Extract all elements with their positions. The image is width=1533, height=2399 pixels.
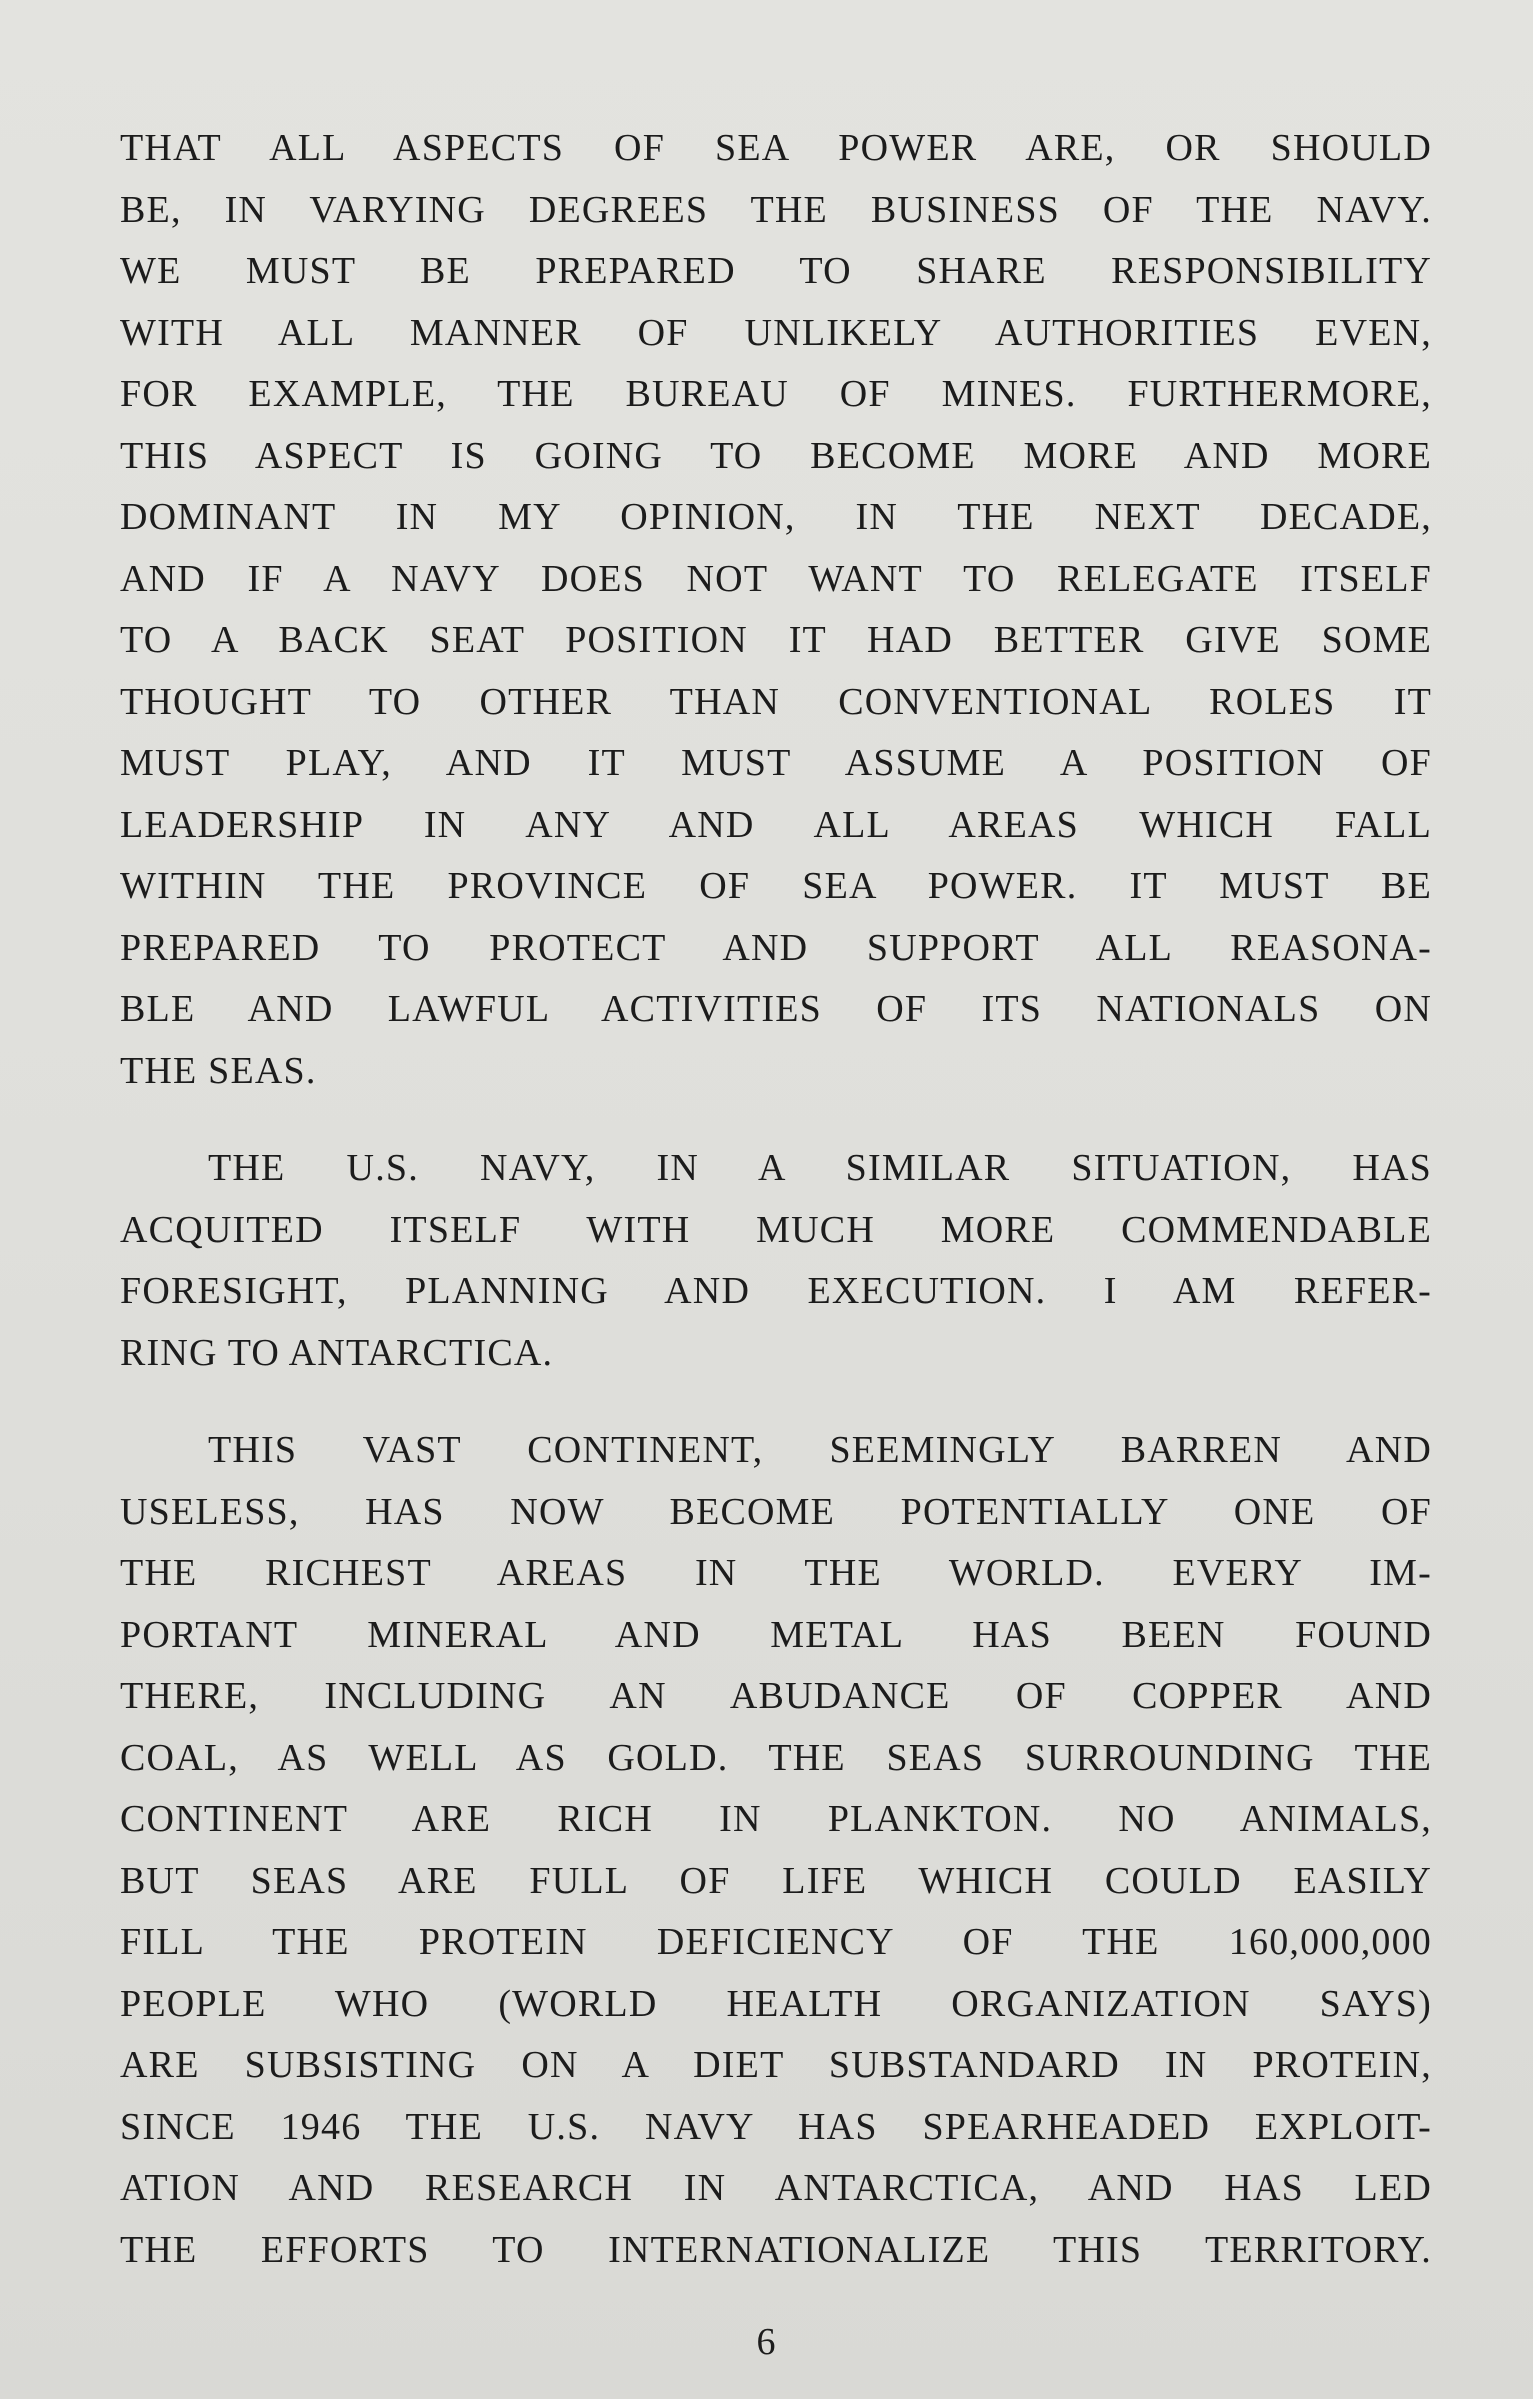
text-line: THE RICHEST AREAS IN THE WORLD. EVERY IM- bbox=[120, 1552, 1432, 1594]
text-line: CONTINENT ARE RICH IN PLANKTON. NO ANIMALS, bbox=[120, 1798, 1432, 1840]
text-line: COAL, AS WELL AS GOLD. THE SEAS SURROUNDING THE bbox=[120, 1736, 1432, 1779]
text-line: BLE AND LAWFUL ACTIVITIES OF ITS NATIONALS ON bbox=[120, 988, 1432, 1030]
text-line: RING TO ANTARCTICA. bbox=[120, 1331, 554, 1374]
text-line: PORTANT MINERAL AND METAL HAS BEEN FOUND bbox=[120, 1613, 1432, 1656]
text-line: AND IF A NAVY DOES NOT WANT TO RELEGATE ITSELF bbox=[120, 557, 1432, 600]
page-number: 6 bbox=[756, 2321, 777, 2363]
text-line: PEOPLE WHO (WORLD HEALTH ORGANIZATION SAYS) bbox=[120, 1982, 1432, 2025]
paragraph-gap bbox=[120, 1102, 1432, 1138]
text-line: THOUGHT TO OTHER THAN CONVENTIONAL ROLES IT bbox=[120, 680, 1432, 723]
text-line: LEADERSHIP IN ANY AND ALL AREAS WHICH FALL bbox=[120, 803, 1432, 846]
text-line: WE MUST BE PREPARED TO SHARE RESPONSIBILITY bbox=[120, 250, 1432, 292]
text-line: USELESS, HAS NOW BECOME POTENTIALLY ONE OF bbox=[120, 1490, 1432, 1533]
text-line: THERE, INCLUDING AN ABUDANCE OF COPPER AND bbox=[120, 1675, 1432, 1717]
text-line: PREPARED TO PROTECT AND SUPPORT ALL REASONA- bbox=[120, 926, 1432, 969]
text-line: WITHIN THE PROVINCE OF SEA POWER. IT MUST BE bbox=[120, 865, 1432, 907]
text-line: ARE SUBSISTING ON A DIET SUBSTANDARD IN PROTEIN, bbox=[120, 2044, 1432, 2086]
text-line: THIS ASPECT IS GOING TO BECOME MORE AND MORE bbox=[120, 434, 1432, 477]
text-line: WITH ALL MANNER OF UNLIKELY AUTHORITIES EVEN, bbox=[120, 311, 1432, 354]
text-line: THE U.S. NAVY, IN A SIMILAR SITUATION, HAS bbox=[208, 1147, 1432, 1189]
text-line: FILL THE PROTEIN DEFICIENCY OF THE 160,000,000 bbox=[120, 1921, 1432, 1963]
text-line: BE, IN VARYING DEGREES THE BUSINESS OF THE NAVY. bbox=[120, 188, 1432, 231]
text-line: DOMINANT IN MY OPINION, IN THE NEXT DECADE, bbox=[120, 496, 1432, 538]
text-line: TO A BACK SEAT POSITION IT HAD BETTER GIVE SOME bbox=[120, 619, 1432, 661]
text-line: ATION AND RESEARCH IN ANTARCTICA, AND HAS LED bbox=[120, 2167, 1432, 2209]
body-text bbox=[120, 118, 1432, 2281]
text-line: ACQUITED ITSELF WITH MUCH MORE COMMENDABLE bbox=[120, 1208, 1432, 1251]
text-line: THIS VAST CONTINENT, SEEMINGLY BARREN AND bbox=[208, 1429, 1432, 1471]
text-line: THE SEAS. bbox=[120, 1049, 317, 1092]
text-line: SINCE 1946 THE U.S. NAVY HAS SPEARHEADED EXPLOIT- bbox=[120, 2105, 1432, 2148]
text-line: THE EFFORTS TO INTERNATIONALIZE THIS TERRITORY. bbox=[120, 2228, 1432, 2271]
paragraph-gap bbox=[120, 1384, 1432, 1420]
text-line: FOR EXAMPLE, THE BUREAU OF MINES. FURTHERMORE, bbox=[120, 373, 1432, 415]
text-line: BUT SEAS ARE FULL OF LIFE WHICH COULD EASILY bbox=[120, 1859, 1432, 1902]
text-line: THAT ALL ASPECTS OF SEA POWER ARE, OR SHOULD bbox=[120, 127, 1432, 169]
text-line: FORESIGHT, PLANNING AND EXECUTION. I AM REFER- bbox=[120, 1270, 1432, 1312]
text-line: MUST PLAY, AND IT MUST ASSUME A POSITION OF bbox=[120, 742, 1432, 784]
